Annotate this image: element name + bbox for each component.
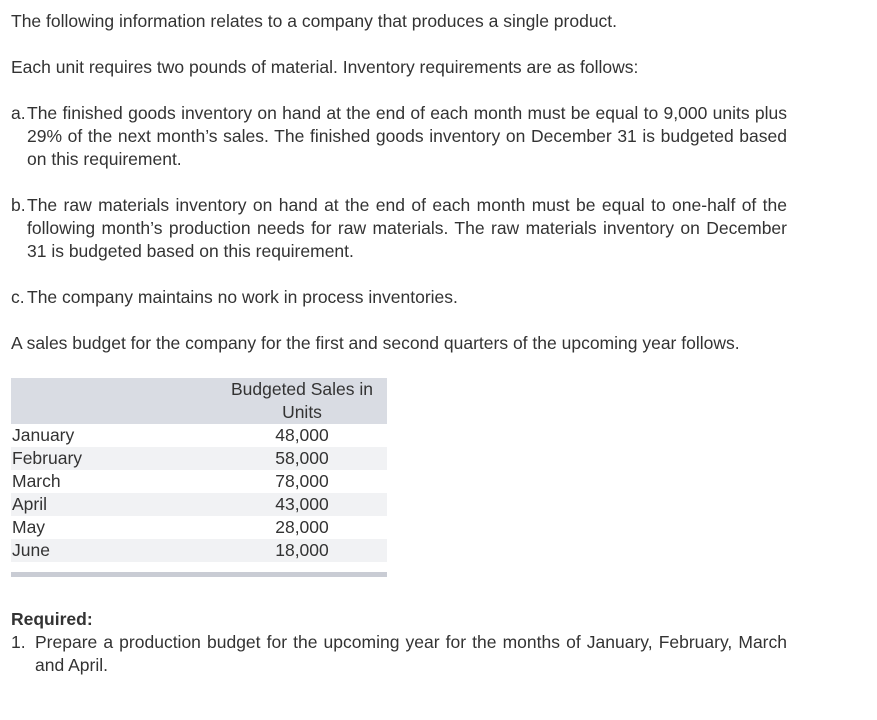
table-row bbox=[11, 539, 387, 562]
table-header-blank bbox=[11, 378, 217, 424]
table-header-budgeted-sales: Budgeted Sales in Units bbox=[217, 378, 387, 424]
table-row bbox=[11, 470, 387, 493]
requirement-c-marker: c. bbox=[11, 287, 25, 307]
table-row bbox=[11, 424, 387, 447]
table-row bbox=[11, 516, 387, 539]
requirement-b-text: The raw materials inventory on hand at the end of each month must be equal to one-half of the following month’s production needs for raw materials. The raw materials inventory on December 31 is budgeted based on this requirement. bbox=[27, 195, 787, 261]
value-cell: 43,000 bbox=[217, 493, 387, 516]
requirement-c bbox=[11, 286, 787, 309]
sales-budget-table bbox=[11, 378, 387, 562]
material-note-paragraph: Each unit requires two pounds of material. Inventory requirements are as follows: bbox=[11, 57, 639, 77]
table-row bbox=[11, 447, 387, 470]
month-cell: January bbox=[12, 425, 75, 445]
table-row bbox=[11, 493, 387, 516]
required-item-1-text: Prepare a production budget for the upcoming year for the months of January, February, March and April. bbox=[35, 632, 787, 675]
requirement-c-text: The company maintains no work in process inventories. bbox=[27, 287, 458, 307]
month-cell: June bbox=[11, 539, 217, 562]
month-cell: February bbox=[11, 447, 217, 470]
problem-document bbox=[11, 10, 787, 677]
requirement-b bbox=[11, 194, 787, 263]
required-item-1-number: 1. bbox=[11, 632, 26, 652]
value-cell: 78,000 bbox=[275, 471, 329, 491]
requirement-a-marker: a. bbox=[11, 103, 26, 123]
month-cell: April bbox=[11, 493, 217, 516]
table-header-row bbox=[11, 378, 387, 424]
value-cell: 18,000 bbox=[217, 539, 387, 562]
requirement-a bbox=[11, 102, 787, 171]
required-item-1 bbox=[11, 631, 787, 677]
month-cell: March bbox=[12, 471, 61, 491]
value-cell: 58,000 bbox=[217, 447, 387, 470]
requirement-a-text: The finished goods inventory on hand at the end of each month must be equal to 9,000 units plus 29% of the next month’s sales. The finished goods inventory on December 31 is budgeted based on this requirement. bbox=[27, 103, 787, 169]
table-bottom-rule bbox=[11, 572, 387, 577]
month-cell: May bbox=[12, 517, 46, 537]
intro-paragraph: The following information relates to a company that produces a single product. bbox=[11, 11, 618, 31]
required-heading: Required: bbox=[11, 609, 93, 629]
requirement-b-marker: b. bbox=[11, 195, 26, 215]
sales-intro-paragraph: A sales budget for the company for the first and second quarters of the upcoming year follows. bbox=[11, 333, 740, 353]
value-cell: 48,000 bbox=[275, 425, 329, 445]
value-cell: 28,000 bbox=[275, 517, 329, 537]
